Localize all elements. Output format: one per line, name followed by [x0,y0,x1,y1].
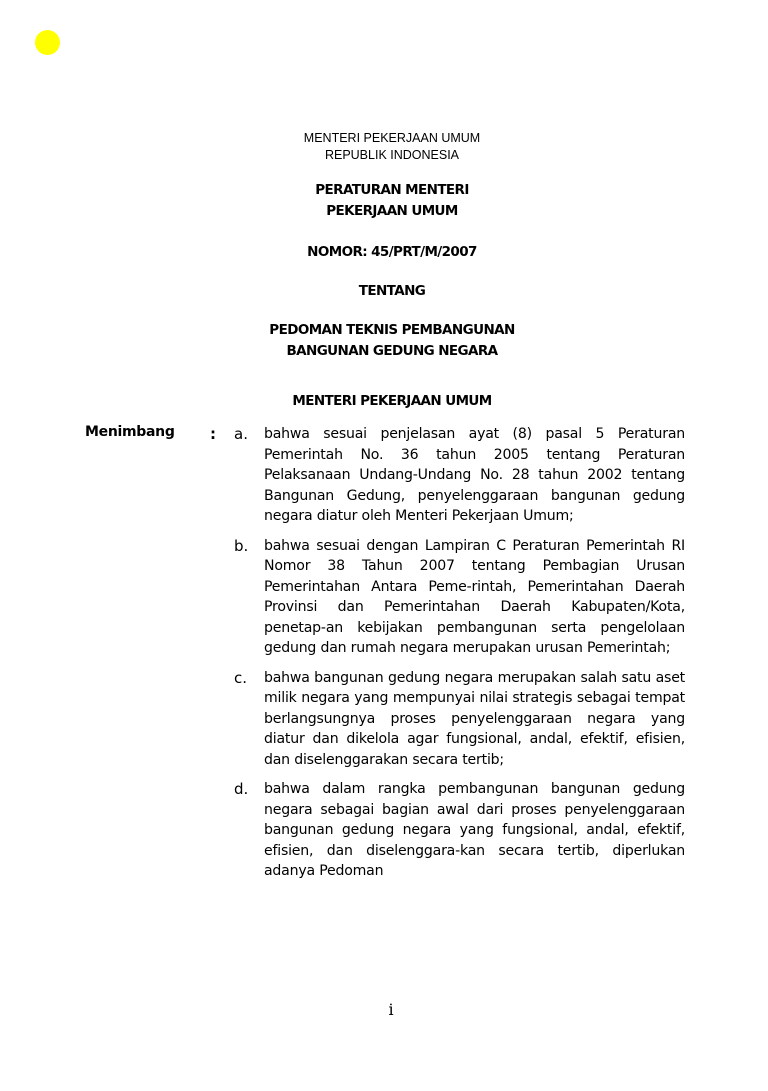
ministry-line-1: MENTERI PEKERJAAN UMUM [303,131,481,145]
item-letter: a. [234,425,248,443]
item-text: bahwa sesuai dengan Lampiran C Peraturan Pemerintah RI Nomor 38 Tahun 2007 tentang Pembagian Urusan Pemerintahan Antara Peme-rintah, Pemerintahan Daerah Provinsi dan Pemerintahan Daerah Kabupaten/Kota, penetap-an kebijakan pembangunan serta pengelolaan gedung dan rumah negara merupakan urusan Pemerintah; [264,537,685,656]
minister-heading: MENTERI PEKERJAAN UMUM [292,393,492,409]
list-item [234,536,685,659]
menimbang-label: Menimbang [85,424,175,440]
item-letter: d. [234,780,249,798]
item-letter: b. [234,536,249,555]
item-letter: c. [234,668,248,687]
menimbang-colon: : [210,425,216,443]
ministry-heading [232,130,552,164]
menimbang-list [234,424,685,891]
item-text: bahwa bangunan gedung negara merupakan salah satu aset milik negara yang mempunyai nilai strategis sebagai tempat berlangsungnya proses penyelenggaraan negara yang diatur dan dikelola agar fungsional, andal, efektif, efisien, dan diselenggarakan secara tertib; [264,669,685,768]
list-item [234,668,685,771]
page-number: i [388,1000,394,1019]
regulation-line-2: PEKERJAAN UMUM [326,203,458,219]
item-text: bahwa dalam rangka pembangunan bangunan gedung negara sebagai bagian awal dari proses penyelenggaraan bangunan gedung negara yang fungsional, andal, efektif, efisien, dan diselenggara-kan secara tertib, diperlukan adanya Pedoman [264,781,685,879]
list-item [234,779,685,882]
regulation-number: NOMOR: 45/PRT/M/2007 [307,244,477,260]
ministry-line-2: REPUBLIK INDONESIA [324,148,460,162]
about-heading: TENTANG [358,283,426,299]
regulation-heading [232,180,552,222]
document-title [232,320,552,362]
document-title-line-2: BANGUNAN GEDUNG NEGARA [286,343,498,359]
regulation-line-1: PERATURAN MENTERI [315,182,469,198]
item-text: bahwa sesuai penjelasan ayat (8) pasal 5 Peraturan Pemerintah No. 36 tahun 2005 tentang Peraturan Pelaksanaan Undang-Undang No. 28 tahun 2002 tentang Bangunan Gedung, penyelenggaraan bangunan gedung negara diatur oleh Menteri Pekerjaan Umum; [264,426,685,524]
yellow-marker-dot [35,30,60,55]
list-item [234,424,685,527]
document-title-line-1: PEDOMAN TEKNIS PEMBANGUNAN [269,322,515,338]
